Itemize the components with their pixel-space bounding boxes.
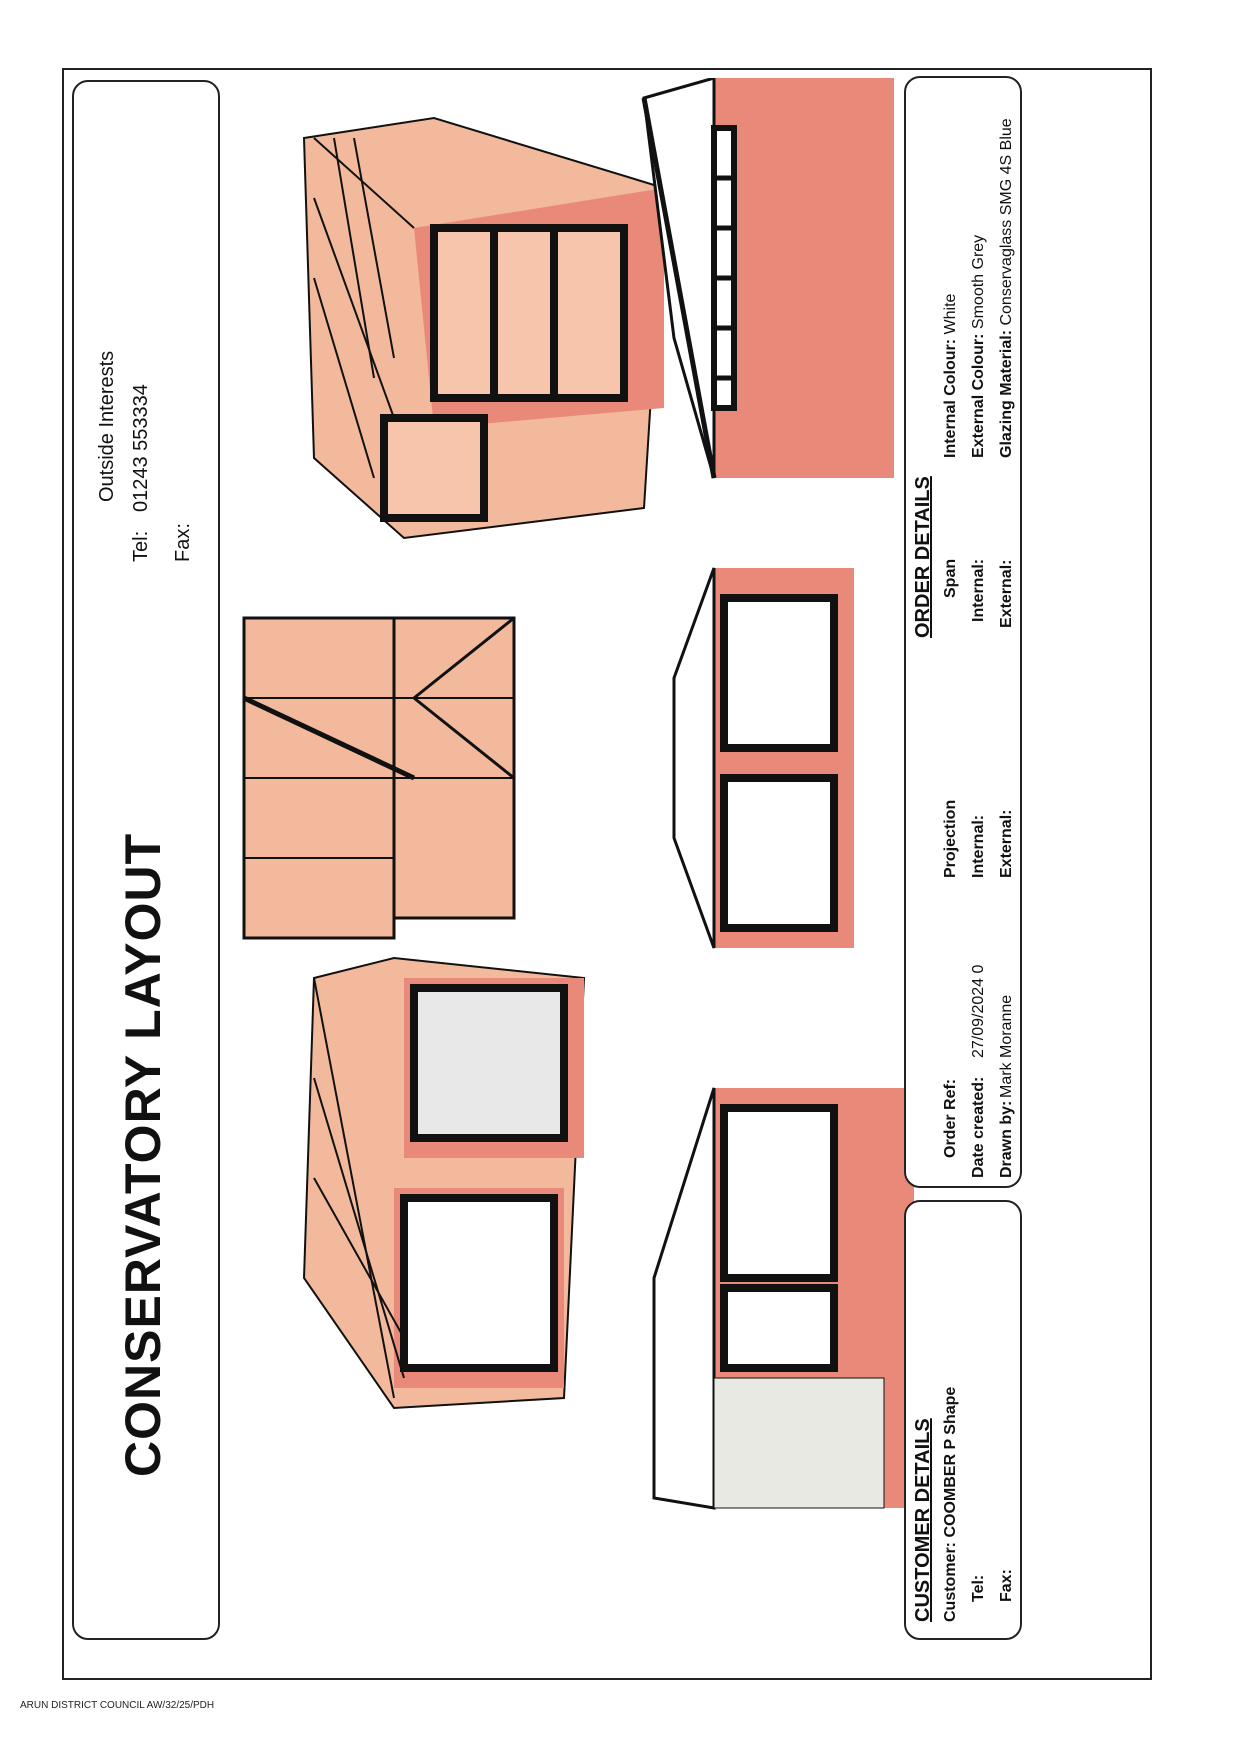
external-colour-value: Smooth Grey <box>970 234 987 330</box>
page-title: CONSERVATORY LAYOUT <box>115 832 171 1477</box>
title-panel <box>72 80 220 1640</box>
customer-details-panel <box>904 1200 1022 1640</box>
customer-value: COOMBER P Shape <box>942 1386 959 1538</box>
customer-tel-label: Tel: <box>970 1574 987 1602</box>
company-tel-value: 01243 553334 <box>130 384 152 512</box>
internal-colour-value: White <box>942 293 959 335</box>
customer-row <box>942 1387 960 1622</box>
order-details-panel <box>904 76 1022 1188</box>
elevation-view-3 <box>654 1088 914 1508</box>
order-details-heading: ORDER DETAILS <box>912 476 934 638</box>
footer-reference: ARUN DISTRICT COUNCIL AW/32/25/PDH <box>20 1700 215 1711</box>
external-colour <box>970 235 988 458</box>
span-external-label: External: <box>998 559 1015 628</box>
drawn-by-value: Mark Moranne <box>998 994 1015 1098</box>
glazing-material-value: Conservaglass SMG 4S Blue <box>998 118 1015 326</box>
internal-colour <box>942 294 960 458</box>
company-name: Outside Interests <box>96 350 118 502</box>
glazing-material <box>998 118 1016 458</box>
projection-label: Projection <box>942 799 959 878</box>
date-created-label: Date created: <box>970 1076 987 1178</box>
customer-fax-label: Fax: <box>998 1569 1015 1602</box>
projection-internal-label: Internal: <box>970 814 987 878</box>
glazing-material-label: Glazing Material: <box>998 329 1015 458</box>
internal-colour-label: Internal Colour: <box>942 338 959 458</box>
span-label: Span <box>942 558 959 598</box>
order-ref-label: Order Ref: <box>942 1078 959 1158</box>
plan-view <box>244 618 514 938</box>
perspective-view-1 <box>304 118 664 538</box>
span-internal-label: Internal: <box>970 558 987 622</box>
company-tel-label: Tel: <box>130 530 152 562</box>
page-frame <box>62 68 1152 1680</box>
conservatory-drawings <box>234 78 954 1638</box>
perspective-view-2 <box>304 958 584 1408</box>
elevation-view-1 <box>644 78 894 478</box>
elevation-view-2 <box>674 568 854 948</box>
external-colour-label: External Colour: <box>970 333 987 458</box>
customer-label: Customer: <box>942 1541 959 1622</box>
date-created-value: 27/09/2024 0 <box>970 964 987 1058</box>
customer-details-heading: CUSTOMER DETAILS <box>912 1418 934 1622</box>
company-fax-label: Fax: <box>172 523 194 562</box>
projection-external-label: External: <box>998 809 1015 878</box>
drawn-by-label: Drawn by: <box>998 1100 1015 1178</box>
